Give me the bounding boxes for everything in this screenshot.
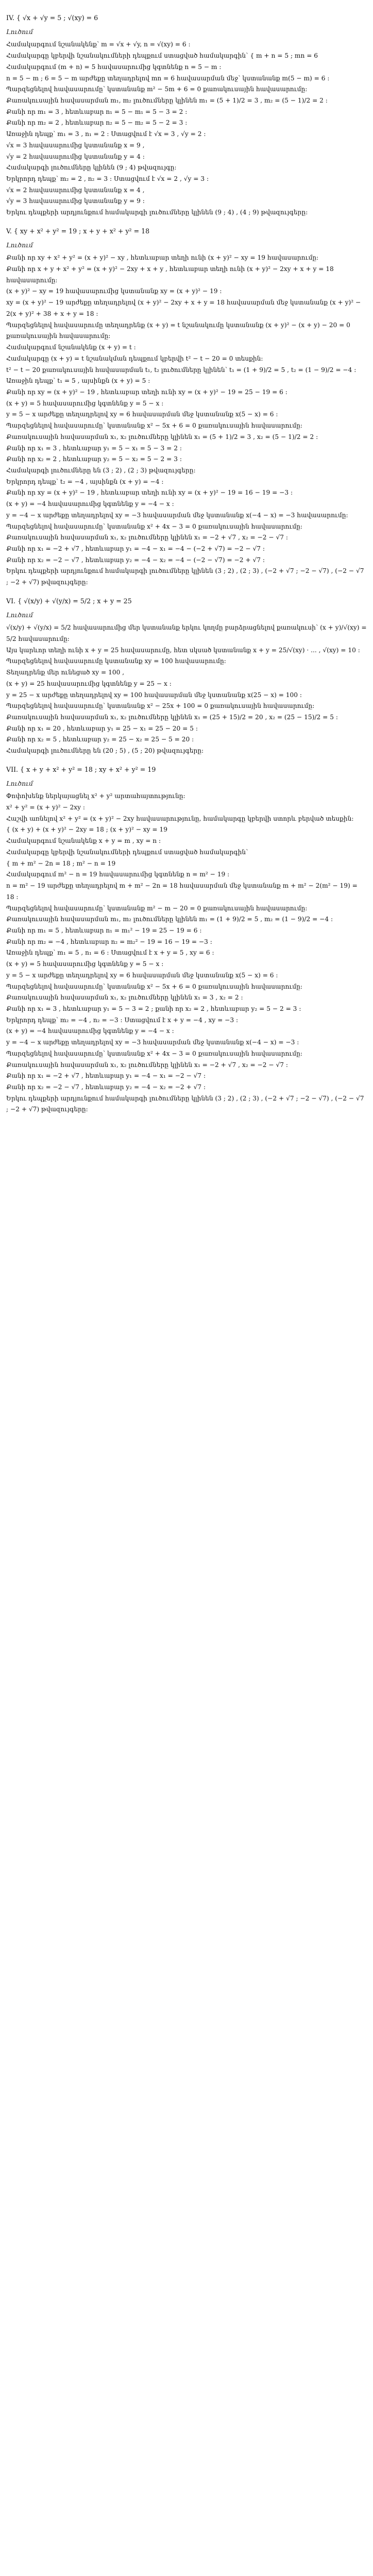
solution-line: √(x/y) + √(y/x) = 5/2 հավասարումից մեր կստանանք երկու կողմը բարձրացնելով քառակուսի՝ (x + y)/√(xy) = 5/2 հավասարումը:: [6, 624, 367, 642]
solution-line: Երկու դեպքերի արդյունքում համակարգի լուծումները կլինեն (3 ; 2) , (2 ; 3) , (−2 + √7 ; −2 − √7) , (−2 − √7 ; −2 + √7) թվազույգերը:: [6, 1094, 364, 1113]
solution-line: (x + y) = −4 հավասարումից կգտնենք y = −4 − x :: [6, 500, 174, 508]
solution-line: Փոփոխենք ներկայացնել x² + y² արտահայտությունը:: [6, 792, 185, 800]
solution-line: (x + y) = 5 հավասարումից կգտնենք y = 5 − x :: [6, 399, 164, 407]
solution-line: √x = 3 հավասարումից կստանանք x = 9 ,: [6, 141, 145, 149]
solution-line: Քանի որ x₂ = −2 − √7 , հետևաբար y₂ = −4 − x₂ = −2 + √7 :: [6, 1083, 206, 1091]
solution-line: Պարզեցնելով հավասարումը կստանանք xy = 100 հավասարումը:: [6, 657, 226, 665]
solution-line: Համակարգում նշանակենք՝ m = √x + √y, n = √(xy) = 6 :: [6, 41, 191, 48]
solution-line: (x + y) = 25 հավասարումից կգտնենք y = 25 − x :: [6, 680, 172, 687]
solution-label: Լուծում: [6, 28, 33, 36]
solution-line: Պարզեցնելով հավասարումը՝ կստանանք x² + 4x − 3 = 0 քառակուսային հավասարումը:: [6, 1049, 302, 1057]
problem-statement: IV. { √x + √y = 5 ; √(xy) = 6: [6, 14, 98, 22]
solution-label: Լուծում: [6, 242, 33, 249]
solution-line: Երկրորդ դեպք՝ m₂ = −4 , n₂ = −3 : Ստացվում է x + y = −4 , xy = −3 :: [6, 1016, 239, 1024]
solution-line: √x = 2 հավասարումից կստանանք x = 4 ,: [6, 186, 145, 194]
solution-line: Քանի որ m₁ = 3 , հետևաբար n₁ = 5 − m₁ = 5 − 3 = 2 :: [6, 108, 188, 115]
solution-line: Քանի որ x₁ = 3 , հետևաբար y₁ = 5 − 3 = 2 ; քանի որ x₂ = 2 , հետևաբար y₂ = 5 − 2 = 3 :: [6, 1005, 301, 1012]
solution-line: { m + m² − 2n = 18 ; m² − n = 19: [6, 859, 116, 867]
solution-line: Համակարգի լուծումները են (3 ; 2) , (2 ; 3) թվազույգերը:: [6, 466, 196, 474]
solution-line: √y = 2 հավասարումից կստանանք y = 4 :: [6, 152, 145, 160]
solution-line: Երկրորդ դեպք՝ m₂ = 2 , n₂ = 3 : Ստացվում է √x = 2 , √y = 3 :: [6, 175, 209, 183]
problem-section: [6, 12, 367, 218]
solution-line: Համակարգը կբերվի նշանակումների դեպքում ստացված համակարգին՝: [6, 848, 248, 856]
solution-line: Քանի որ m₂ = 2 , հետևաբար n₂ = 5 − m₂ = 5 − 2 = 3 :: [6, 119, 188, 127]
solution-line: Պարզեցնելով հավասարումը՝ կստանանք m² − m − 20 = 0 քառակուսային հավասարումը:: [6, 904, 308, 912]
solution-line: Քառակուսային հավասարման x₁, x₂ լուծումները կլինեն x₁ = (5 + 1)/2 = 3 , x₂ = (5 − 1)/2 = 2 :: [6, 433, 318, 440]
solution-line: t² − t − 20 քառակուսային հավասարման t₁, t₂ լուծումները կլինեն՝ t₁ = (1 + 9)/2 = 5 , t₂ = (1 − 9)/2 = −4 :: [6, 366, 357, 374]
solution-line: (x + y) = 5 հավասարումից կգտնենք y = 5 − x :: [6, 960, 164, 968]
solution-line: x² + y² = (x + y)² − 2xy :: [6, 804, 86, 811]
solution-line: Համակարգում m² − n = 19 հավասարումից կգտնենք n = m² − 19 :: [6, 871, 230, 878]
solution-line: Համակարգը (x + y) = t նշանակման դեպքում կբերվի t² − t − 20 = 0 տեսքին:: [6, 354, 263, 362]
solution-line: (x + y) = −4 հավասարումից կգտնենք y = −4 − x :: [6, 1027, 174, 1035]
solution-line: Քառակուսային հավասարման x₁, x₂ լուծումները կլինեն x₁ = (25 + 15)/2 = 20 , x₂ = (25 − 15)/2 = 5 :: [6, 714, 338, 721]
solution-line: Համակարգը կբերվի նշանակումների դեպքում ստացված համակարգին՝ { m + n = 5 ; mn = 6: [6, 52, 318, 60]
solution-line: Երկու դեպքերի արդյունքում համակարգի լուծումները կլինեն (3 ; 2) , (2 ; 3) , (−2 + √7 ; −2 − √7) , (−2 − √7 ; −2 + √7) թվազույգերը:: [6, 567, 364, 586]
solution-line: Առաջին դեպք՝ m₁ = 3 , n₁ = 2 : Ստացվում է √x = 3 , √y = 2 :: [6, 130, 206, 138]
solution-line: Քառակուսային հավասարման x₁, x₂ լուծումները կլինեն x₁ = 3 , x₂ = 2 :: [6, 994, 243, 1002]
solution-line: Քառակուսային հավասարման x₁, x₂ լուծումները կլինեն x₁ = −2 + √7 , x₂ = −2 − √7 :: [6, 534, 288, 541]
problem-statement: VII. { x + y + x² + y² = 18 ; xy + x² + y² = 19: [6, 765, 156, 773]
solution-line: y = 5 − x արժեքը տեղադրելով xy = 6 հավասարման մեջ կստանանք x(5 − x) = 6 :: [6, 411, 278, 418]
problem-statement: V. { xy + x² + y² = 19 ; x + y + x² + y² = 18: [6, 227, 150, 235]
solution-line: Երկրորդ դեպք՝ t₂ = −4 , այսինքն (x + y) = −4 :: [6, 478, 164, 485]
solution-line: y = 25 − x արժեքը տեղադրելով xy = 100 հավասարման մեջ կստանանք x(25 − x) = 100 :: [6, 691, 302, 699]
solution-line: Երկու դեպքերի արդյունքում համակարգի լուծումները կլինեն (9 ; 4) , (4 ; 9) թվազույգերը:: [6, 209, 308, 216]
solution-line: Պարզեցնելով հավասարումը՝ կստանանք x² + 4x − 3 = 0 քառակուսային հավասարումը:: [6, 522, 302, 530]
solution-line: Քանի որ x₂ = 2 , հետևաբար y₂ = 5 − x₂ = 5 − 2 = 3 :: [6, 455, 182, 463]
solution-line: Պարզեցնելով հավասարումը՝ կստանանք x² − 5x + 6 = 0 քառակուսային հավասարումը:: [6, 982, 302, 990]
solution-line: { (x + y) + (x + y)² − 2xy = 18 ; (x + y)² − xy = 19: [6, 826, 168, 834]
solution-line: Համակարգում նշանակենք x + y = m , xy = n :: [6, 837, 161, 845]
solution-line: Այս կարևոր տեղի ունի x + y = 25 հավասարումը, հետ սկսած կստանանք x + y = 25/√(xy) · ... , √(xy) = 10 :: [6, 646, 360, 654]
solution-line: Քանի որ x₁ = 20 , հետևաբար y₁ = 25 − x₁ = 25 − 20 = 5 :: [6, 724, 198, 732]
solution-line: y = −4 − x արժեքը տեղադրելով xy = −3 հավասարման մեջ կստանանք x(−4 − x) = −3 հավասարումը:: [6, 511, 348, 519]
solution-line: Տեղադրենք մեր ունեցած xy = 100 ,: [6, 669, 125, 676]
solution-line: Քանի որ x₂ = 5 , հետևաբար y₂ = 25 − x₂ = 25 − 5 = 20 :: [6, 736, 194, 743]
solution-line: Քառակուսային հավասարման x₁, x₂ լուծումները կլինեն x₁ = −2 + √7 , x₂ = −2 − √7 :: [6, 1061, 288, 1069]
solution-line: (x + y)² − xy = 19 հավասարումից կստանանք xy = (x + y)² − 19 :: [6, 287, 222, 295]
solution-label: Լուծում: [6, 612, 33, 619]
solution-line: Քանի որ m₂ = −4 , հետևաբար n₂ = m₂² − 19 = 16 − 19 = −3 :: [6, 938, 212, 945]
problem-section: [6, 226, 367, 588]
solution-line: Համակարգում (m + n) = 5 հավասարումից կգտնենք n = 5 − m :: [6, 63, 222, 71]
solution-line: y = 5 − x արժեքը տեղադրելով xy = 6 հավասարման մեջ կստանանք x(5 − x) = 6 :: [6, 971, 278, 979]
solution-line: Քանի որ xy = (x + y)² − 19 , հետևաբար տեղի ունի xy = (x + y)² − 19 = 25 − 19 = 6 :: [6, 388, 287, 396]
solution-line: Պարզեցնելով հավասարումը՝ կստանանք x² − 5x + 6 = 0 քառակուսային հավասարումը:: [6, 422, 302, 430]
solution-line: Քանի որ m₁ = 5 , հետևաբար n₁ = m₁² − 19 = 25 − 19 = 6 :: [6, 926, 202, 934]
solution-line: Քառակուսային հավասարման m₁, m₂ լուծումները կլինեն m₁ = (5 + 1)/2 = 3 , m₂ = (5 − 1)/2 = 2 :: [6, 97, 328, 104]
solution-line: Քանի որ x₁ = −2 + √7 , հետևաբար y₁ = −4 − x₁ = −4 − (−2 + √7) = −2 − √7 :: [6, 545, 265, 552]
solution-line: Պարզեցնելով հավասարումը տեղադրենք (x + y) = t նշանակումը կստանանք (x + y)² − (x + y) − 20 = 0 քառակուսային հավասարումը:: [6, 321, 350, 340]
solution-line: Քանի որ x + y + x² + y² = (x + y)² − 2xy + x + y , հետևաբար տեղի ունի (x + y)² − 2xy + x + y = 18 հավասարումը:: [6, 265, 334, 284]
problem-section: [6, 764, 367, 1115]
solution-line: Առաջին դեպք՝ t₁ = 5 , այսինքն (x + y) = 5 :: [6, 377, 150, 385]
solution-line: n = 5 − m ; 6 = 5 − m արժեքը տեղադրելով mn = 6 հավասարման մեջ՝ կստանանք m(5 − m) = 6 :: [6, 74, 330, 82]
solution-line: n = m² − 19 արժեքը տեղադրելով m + m² − 2n = 18 հավասարման մեջ կստանանք m + m² − 2(m² − 19) = 18 :: [6, 882, 358, 901]
solution-line: y = −4 − x արժեքը տեղադրելով xy = −3 հավասարման մեջ կստանանք x(−4 − x) = −3 :: [6, 1039, 299, 1046]
solution-line: √y = 3 հավասարումից կստանանք y = 9 :: [6, 197, 145, 205]
solution-line: Համակարգի լուծումները են (20 ; 5) , (5 ; 20) թվազույգերը:: [6, 747, 204, 755]
solution-line: Քառակուսային հավասարման m₁, m₂ լուծումները կլինեն m₁ = (1 + 9)/2 = 5 , m₂ = (1 − 9)/2 = −4 :: [6, 916, 333, 923]
solution-line: Քանի որ x₁ = 3 , հետևաբար y₁ = 5 − x₁ = 5 − 3 = 2 :: [6, 444, 182, 452]
solution-line: Առաջին դեպք՝ m₁ = 5 , n₁ = 6 : Ստացվում է x + y = 5 , xy = 6 :: [6, 949, 214, 957]
solution-label: Լուծում: [6, 780, 33, 788]
solution-line: Հաշվի առնելով x² + y² = (x + y)² − 2xy հավասարությունը, համակարգը կբերվի ստորև բերված տեսքին:: [6, 815, 354, 822]
solution-line: Պարզեցնելով հավասարումը՝ կստանանք x² − 25x + 100 = 0 քառակուսային հավասարումը:: [6, 702, 315, 710]
solution-line: xy = (x + y)² − 19 արժեքը տեղադրելով (x + y)² − 2xy + x + y = 18 հավասարման մեջ կստանանք (x + y)² − 2(x + y)² + 38 + x + y = 18 :: [6, 299, 361, 317]
solution-line: Քանի որ xy + x² + y² = (x + y)² − xy , հետևաբար տեղի ունի (x + y)² − xy = 19 հավասարումը:: [6, 254, 319, 262]
solution-line: Քանի որ x₁ = −2 + √7 , հետևաբար y₁ = −4 − x₁ = −2 − √7 :: [6, 1072, 206, 1080]
solution-line: Պարզեցնելով հավասարումը՝ կստանանք m² − 5m + 6 = 0 քառակուսային հավասարումը:: [6, 86, 308, 93]
solution-line: Քանի որ xy = (x + y)² − 19 , հետևաբար տեղի ունի xy = (x + y)² − 19 = 16 − 19 = −3 :: [6, 489, 293, 497]
solution-line: Համակարգում նշանակենք (x + y) = t :: [6, 344, 136, 351]
problem-section: [6, 596, 367, 757]
solution-line: Համակարգի լուծումները կլինեն (9 ; 4) թվազույգը:: [6, 164, 177, 172]
problem-statement: VI. { √(x/y) + √(y/x) = 5/2 ; x + y = 25: [6, 597, 132, 605]
solution-line: Քանի որ x₂ = −2 − √7 , հետևաբար y₂ = −4 − x₂ = −4 − (−2 − √7) = −2 + √7 :: [6, 556, 265, 564]
